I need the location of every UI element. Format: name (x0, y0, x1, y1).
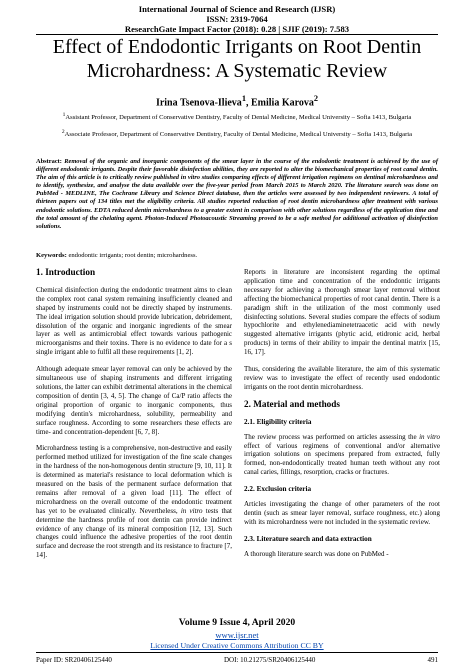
abstract-label: Abstract: (36, 158, 62, 165)
footer-url-link[interactable]: www.ijsr.net (215, 630, 259, 640)
subheading-literature-search: 2.3. Literature search and data extraction (244, 534, 372, 543)
section-heading-introduction: 1. Introduction (36, 267, 96, 277)
eligibility-paragraph (244, 433, 440, 478)
intro-p3-italic: in vitro (180, 506, 203, 515)
affiliation-1 (20, 111, 454, 122)
paper-title (20, 35, 454, 83)
journal-impact: ResearchGate Impact Factor (2018): 0.28 | SJIF (2019): 7.583 (124, 24, 350, 34)
author-separator: , (245, 97, 251, 109)
intro-paragraph-2: Although adequate smear layer removal can only be achieved by the simultaneous use of shaping instruments and different irrigating solutions, the latter can exhibit detrimental alterations in the chemical composition of dentin [3, 4, 5]. The change of Ca/P ratio affects the original proportion of organic to inorganic components, thus modifying dentin's microhardness, solubility, permeability and surface roughness. According to some researchers these effects are time- and concentration-dependent [6, 7, 8]. (36, 365, 232, 436)
abstract-text: Removal of the organic and inorganic components of the smear layer in the course of the endodontic treatment is achieved by the use of different endodontic irrigants. Despite their favorable disinfection abilities, they are reported to alter the biomechanical properties of root canal dentin. The aim of this article is to critically review published in vitro studies comparing effects of different irrigation regimens on dentinal microhardness and to identify, synthesize, and analyse the data available over the five-year period from March 2015 to March 2020. The literature search was done on PubMed - MEDLINE, The Cochrane Library and Science Direct database, then the articles were assessed by two independent reviewers. A total of thirteen papers out of 134 titles met the eligibility criteria. All studies reported reduction of root dentin microhardness after treatment with various endodontic solutions. EDTA reduced dentin microhardness to a greater extent in comparison with other solutions regardless of the application time and the total amount of the chelating agent. Photon-Induced Photoacoustic Streaming proved to be a safe method for additional activation of disinfection solutions. (36, 158, 438, 230)
affiliation-1-text: Assistant Professor, Department of Conservative Dentistry, Faculty of Dental Medicine, Medical University – Sofia 1413, Bulgaria (65, 114, 412, 122)
keywords-text: endodontic irrigants; root dentin; microhardness. (68, 252, 198, 259)
journal-name: International Journal of Science and Research (IJSR) (138, 4, 336, 14)
author-2: Emilia Karova (250, 97, 314, 109)
author-2-sup: 2 (313, 94, 319, 103)
author-1-sup: 1 (241, 94, 246, 103)
affiliation-2 (20, 128, 454, 139)
intro-p3-part-a: Microhardness testing is a comprehensive, non-destructive and easily performed method utilized for investigation of the fine scale changes in the hardness of the non-homogenous dentin structure [9, 10, 11]. It is determined as material's resistance to local deformation which is measured on the basis of the permanent surface deformation that remains after removal of a given load [11]. The effect of microhardness on the overall outcome of the endodontic treatment has yet to be evaluated clinically. Nevertheless, (36, 444, 232, 515)
section-heading-methods: 2. Material and methods (244, 398, 340, 409)
title-line-2: Microhardness: A Systematic Review (86, 60, 388, 82)
intro-paragraph-1: Chemical disinfection during the endodontic treatment aims to clean the complex root canal system remaining insufficiently cleaned and shaped by instruments could not be directly shaped by instruments. The ideal irrigation solution should provide lubrication, debridement, dissolution of the organic and inorganic ingredients of the smear layer as well as antimicrobial effect towards various pathogenic microorganisms and their toxins. There is no evidence to date for a s single irrigant able to fulfil all these requirements [1, 2]. (36, 285, 232, 357)
subheading-exclusion: 2.2. Exclusion criteria (244, 485, 312, 494)
intro-p3-part-b: tests that determine the hardness profile of root dentin can provide indirect evidence of any change of its mineral composition [12, 13]. Such changes could influence the adhesive properties of the root dentin surface and decrease the root strength and its resistance to fracture [7, 14]. (36, 506, 232, 560)
intro-paragraph-3 (36, 444, 232, 560)
abstract (36, 158, 438, 231)
subheading-eligibility: 2.1. Eligibility criteria (244, 417, 312, 426)
exclusion-paragraph: Articles investigating the change of other parameters of the root dentin (such as smear layer removal, surface roughness, etc.) along with its microhardness were not included in the systematic review. (244, 500, 440, 526)
keywords (36, 252, 438, 259)
title-line-1: Effect of Endodontic Irrigants on Root Dentin (52, 36, 422, 58)
footer-ids (36, 656, 438, 664)
affiliation-1-sup: 1 (62, 112, 66, 118)
footer-paper-id: Paper ID: SR20406125440 (36, 656, 112, 664)
intro-paragraph-4: Reports in literature are inconsistent regarding the optimal application time and concentration of the endodontic irrigants necessary for achieving a thorough smear layer removal without affecting the biomechanical properties of root canal dentin. There is a paradigm shift in the utilization of the most commonly used disinfecting solutions. Several studies compare the effects of sodium hypochlorite and ethylenediaminetetraacetic acid with newly suggested alternative irrigants (phytic acid, etidronic acid, herbal products) in terms of their ability to impair the dentinal matrix [15, 16, 17]. (244, 268, 440, 357)
footer-doi: DOI: 10.21275/SR20406125440 (223, 656, 316, 664)
footer-page-number: 491 (427, 656, 438, 664)
footer-volume: Volume 9 Issue 4, April 2020 (178, 617, 296, 628)
affiliation-2-sup: 2 (61, 129, 65, 135)
eligibility-part-a: The review process was performed on articles assessing the (244, 432, 420, 441)
author-1: Irina Tsenova-Ilieva (155, 97, 242, 109)
affiliation-2-text: Associate Professor, Department of Conservative Dentistry, Faculty of Dental Medicine, Medical University – Sofia 1413, Bulgaria (64, 131, 413, 139)
author-list (0, 94, 474, 108)
journal-issn: ISSN: 2319-7064 (206, 14, 268, 24)
search-paragraph: A thorough literature search was done on PubMed - (244, 549, 389, 558)
right-column (244, 268, 440, 567)
footer-license-link[interactable]: Licensed Under Creative Commons Attribution CC BY (150, 641, 324, 650)
eligibility-italic: in vitro (419, 432, 440, 441)
footer-rule (36, 652, 438, 653)
keywords-label: Keywords: (36, 252, 67, 259)
intro-paragraph-5: Thus, considering the available literature, the aim of this systematic review was to investigate the effect of recently used endodontic irrigants on the root dentin microhardness. (244, 365, 440, 391)
left-column (36, 268, 232, 568)
eligibility-part-b: effect of various regimens of conventional and/or alternative irrigation solutions on specimens prepared from extracted, fully formed, non-endodontically treated human teeth without any root canal caries, fillings, resorption, cracks or fractures. (244, 441, 440, 477)
